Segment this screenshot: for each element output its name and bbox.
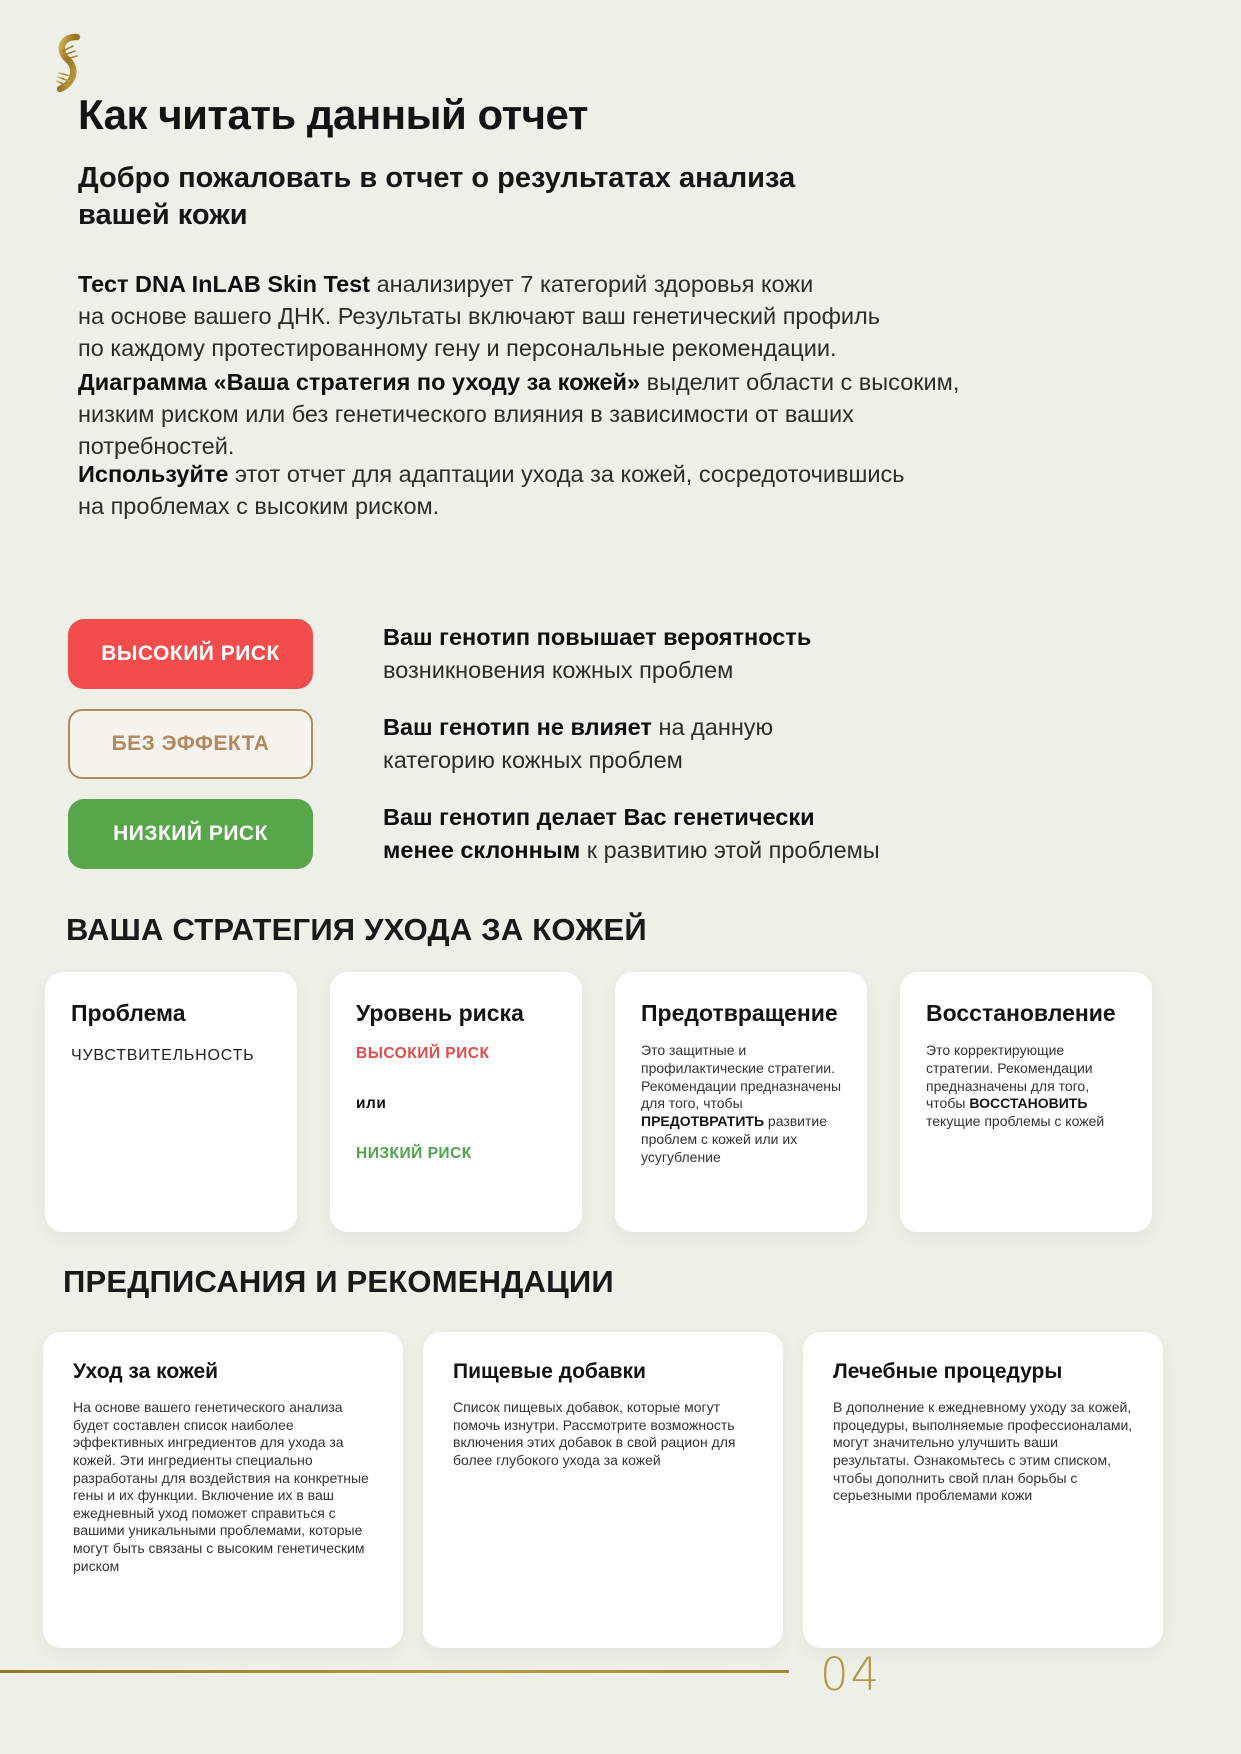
paragraph-line: низким риском или без генетического влияния в зависимости от ваших: [78, 401, 854, 427]
risk-legend: [68, 619, 880, 889]
paragraph-line: выделит области с высоким,: [646, 369, 960, 395]
strategy-card-restoration: [900, 972, 1152, 1232]
strategy-card-problem: [45, 972, 297, 1232]
body-text: Это защитные и профилактические стратегии. Рекомендации предназначены для того, чтобы: [641, 1042, 842, 1112]
page-number: 04: [820, 1648, 882, 1701]
subtitle-line-1: Добро пожаловать в отчет о результатах анализа: [78, 162, 796, 194]
no-effect-description: [383, 711, 773, 777]
footer-divider: [0, 1670, 789, 1673]
strategy-card-risk-level: [330, 972, 582, 1232]
paragraph-lead: Используйте: [78, 461, 229, 487]
paragraph-lead: Диаграмма «Ваша стратегия по уходу за кожей»: [78, 369, 641, 395]
risk-label-high: ВЫСОКИЙ РИСК: [356, 1045, 490, 1062]
high-risk-badge: ВЫСОКИЙ РИСК: [68, 619, 313, 689]
paragraph-line: этот отчет для адаптации ухода за кожей, сосредоточившись: [235, 461, 905, 487]
desc-bold: Ваш генотип повышает вероятность: [383, 624, 812, 650]
body-text: текущие проблемы с кожей: [926, 1113, 1105, 1130]
card-title: Предотвращение: [641, 1000, 838, 1026]
desc-text: к развитию этой проблемы: [580, 837, 880, 863]
card-body: Список пищевых добавок, которые могут помочь изнутри. Рассмотрите возможность включения этих добавок в свой рацион для более глубокого ухода за кожей: [453, 1399, 736, 1468]
intro-paragraph-diagram: [78, 366, 959, 462]
intro-paragraph-test: [78, 268, 880, 364]
desc-bold: Ваш генотип не влияет: [383, 714, 652, 740]
legend-row-low-risk: [68, 799, 880, 869]
paragraph-line: потребностей.: [78, 433, 235, 459]
card-title: Восстановление: [926, 1000, 1116, 1026]
card-body: [641, 1042, 845, 1166]
prescription-card-treatments: [803, 1332, 1163, 1648]
card-title: Лечебные процедуры: [833, 1360, 1063, 1383]
page-subtitle: [78, 160, 795, 234]
strategy-section-heading: ВАША СТРАТЕГИЯ УХОДА ЗА КОЖЕЙ: [66, 912, 647, 947]
intro-paragraph-use: [78, 458, 904, 522]
paragraph-line: на основе вашего ДНК. Результаты включают ваш генетический профиль: [78, 303, 880, 329]
risk-label-low: НИЗКИЙ РИСК: [356, 1145, 472, 1162]
desc-text: на данную: [651, 714, 774, 740]
strategy-cards: [45, 972, 1152, 1232]
card-body: [926, 1042, 1130, 1131]
card-title: Проблема: [71, 1000, 186, 1026]
desc-bold: Ваш генотип делает Вас генетически: [383, 804, 815, 830]
body-text: развитие проблем с кожей или их усугубление: [641, 1113, 828, 1165]
low-risk-badge: НИЗКИЙ РИСК: [68, 799, 313, 869]
dna-logo-icon: [50, 33, 86, 97]
prescriptions-section-heading: ПРЕДПИСАНИЯ И РЕКОМЕНДАЦИИ: [63, 1264, 614, 1299]
page-title: Как читать данный отчет: [78, 91, 588, 138]
desc-text: возникновения кожных проблем: [383, 657, 734, 683]
card-title: Пищевые добавки: [453, 1360, 646, 1383]
body-bold: ВОССТАНОВИТЬ: [969, 1095, 1088, 1112]
paragraph-line: анализирует 7 категорий здоровья кожи: [376, 271, 814, 297]
subtitle-line-2: вашей кожи: [78, 199, 248, 232]
desc-bold: менее склонным: [383, 837, 581, 863]
problem-value: ЧУВСТВИТЕЛЬНОСТЬ: [71, 1047, 255, 1064]
card-title: Уровень риска: [356, 1000, 524, 1026]
high-risk-description: [383, 621, 811, 687]
desc-text: категорию кожных проблем: [383, 747, 683, 773]
risk-label-or: или: [356, 1095, 387, 1112]
card-title: Уход за кожей: [73, 1360, 219, 1383]
strategy-card-prevention: [615, 972, 867, 1232]
legend-row-high-risk: [68, 619, 880, 689]
card-body: В дополнение к ежедневному уходу за кожей, процедуры, выполняемые профессионалами, могут значительно улучшить ваши результаты. Ознакомьтесь с этим списком, чтобы дополнить свой план борьбы с серьезными проблемами кожи: [833, 1399, 1133, 1504]
body-text: Это корректирующие стратегии. Рекомендации предназначены для того, чтобы: [926, 1042, 1093, 1112]
prescription-card-supplements: [423, 1332, 783, 1648]
body-bold: ПРЕДОТВРАТИТЬ: [641, 1113, 765, 1130]
paragraph-line: по каждому протестированному гену и персональные рекомендации.: [78, 335, 837, 361]
legend-row-no-effect: [68, 709, 880, 779]
paragraph-lead: Тест DNA InLAB Skin Test: [78, 271, 371, 297]
paragraph-line: на проблемах с высоким риском.: [78, 493, 440, 519]
no-effect-badge: БЕЗ ЭФФЕКТА: [68, 709, 313, 779]
prescription-cards: [43, 1332, 1163, 1648]
prescription-card-skincare: [43, 1332, 403, 1648]
card-body: На основе вашего генетического анализа будет составлен список наиболее эффективных ингредиентов для ухода за кожей. Эти ингредиенты специально разработаны для воздействия на конкретные гены и их функции. Включение их в ваш ежедневный уход поможет справиться с вашими уникальными проблемами, которые могут быть связаны с высоким генетическим риском: [73, 1399, 369, 1574]
low-risk-description: [383, 801, 880, 867]
